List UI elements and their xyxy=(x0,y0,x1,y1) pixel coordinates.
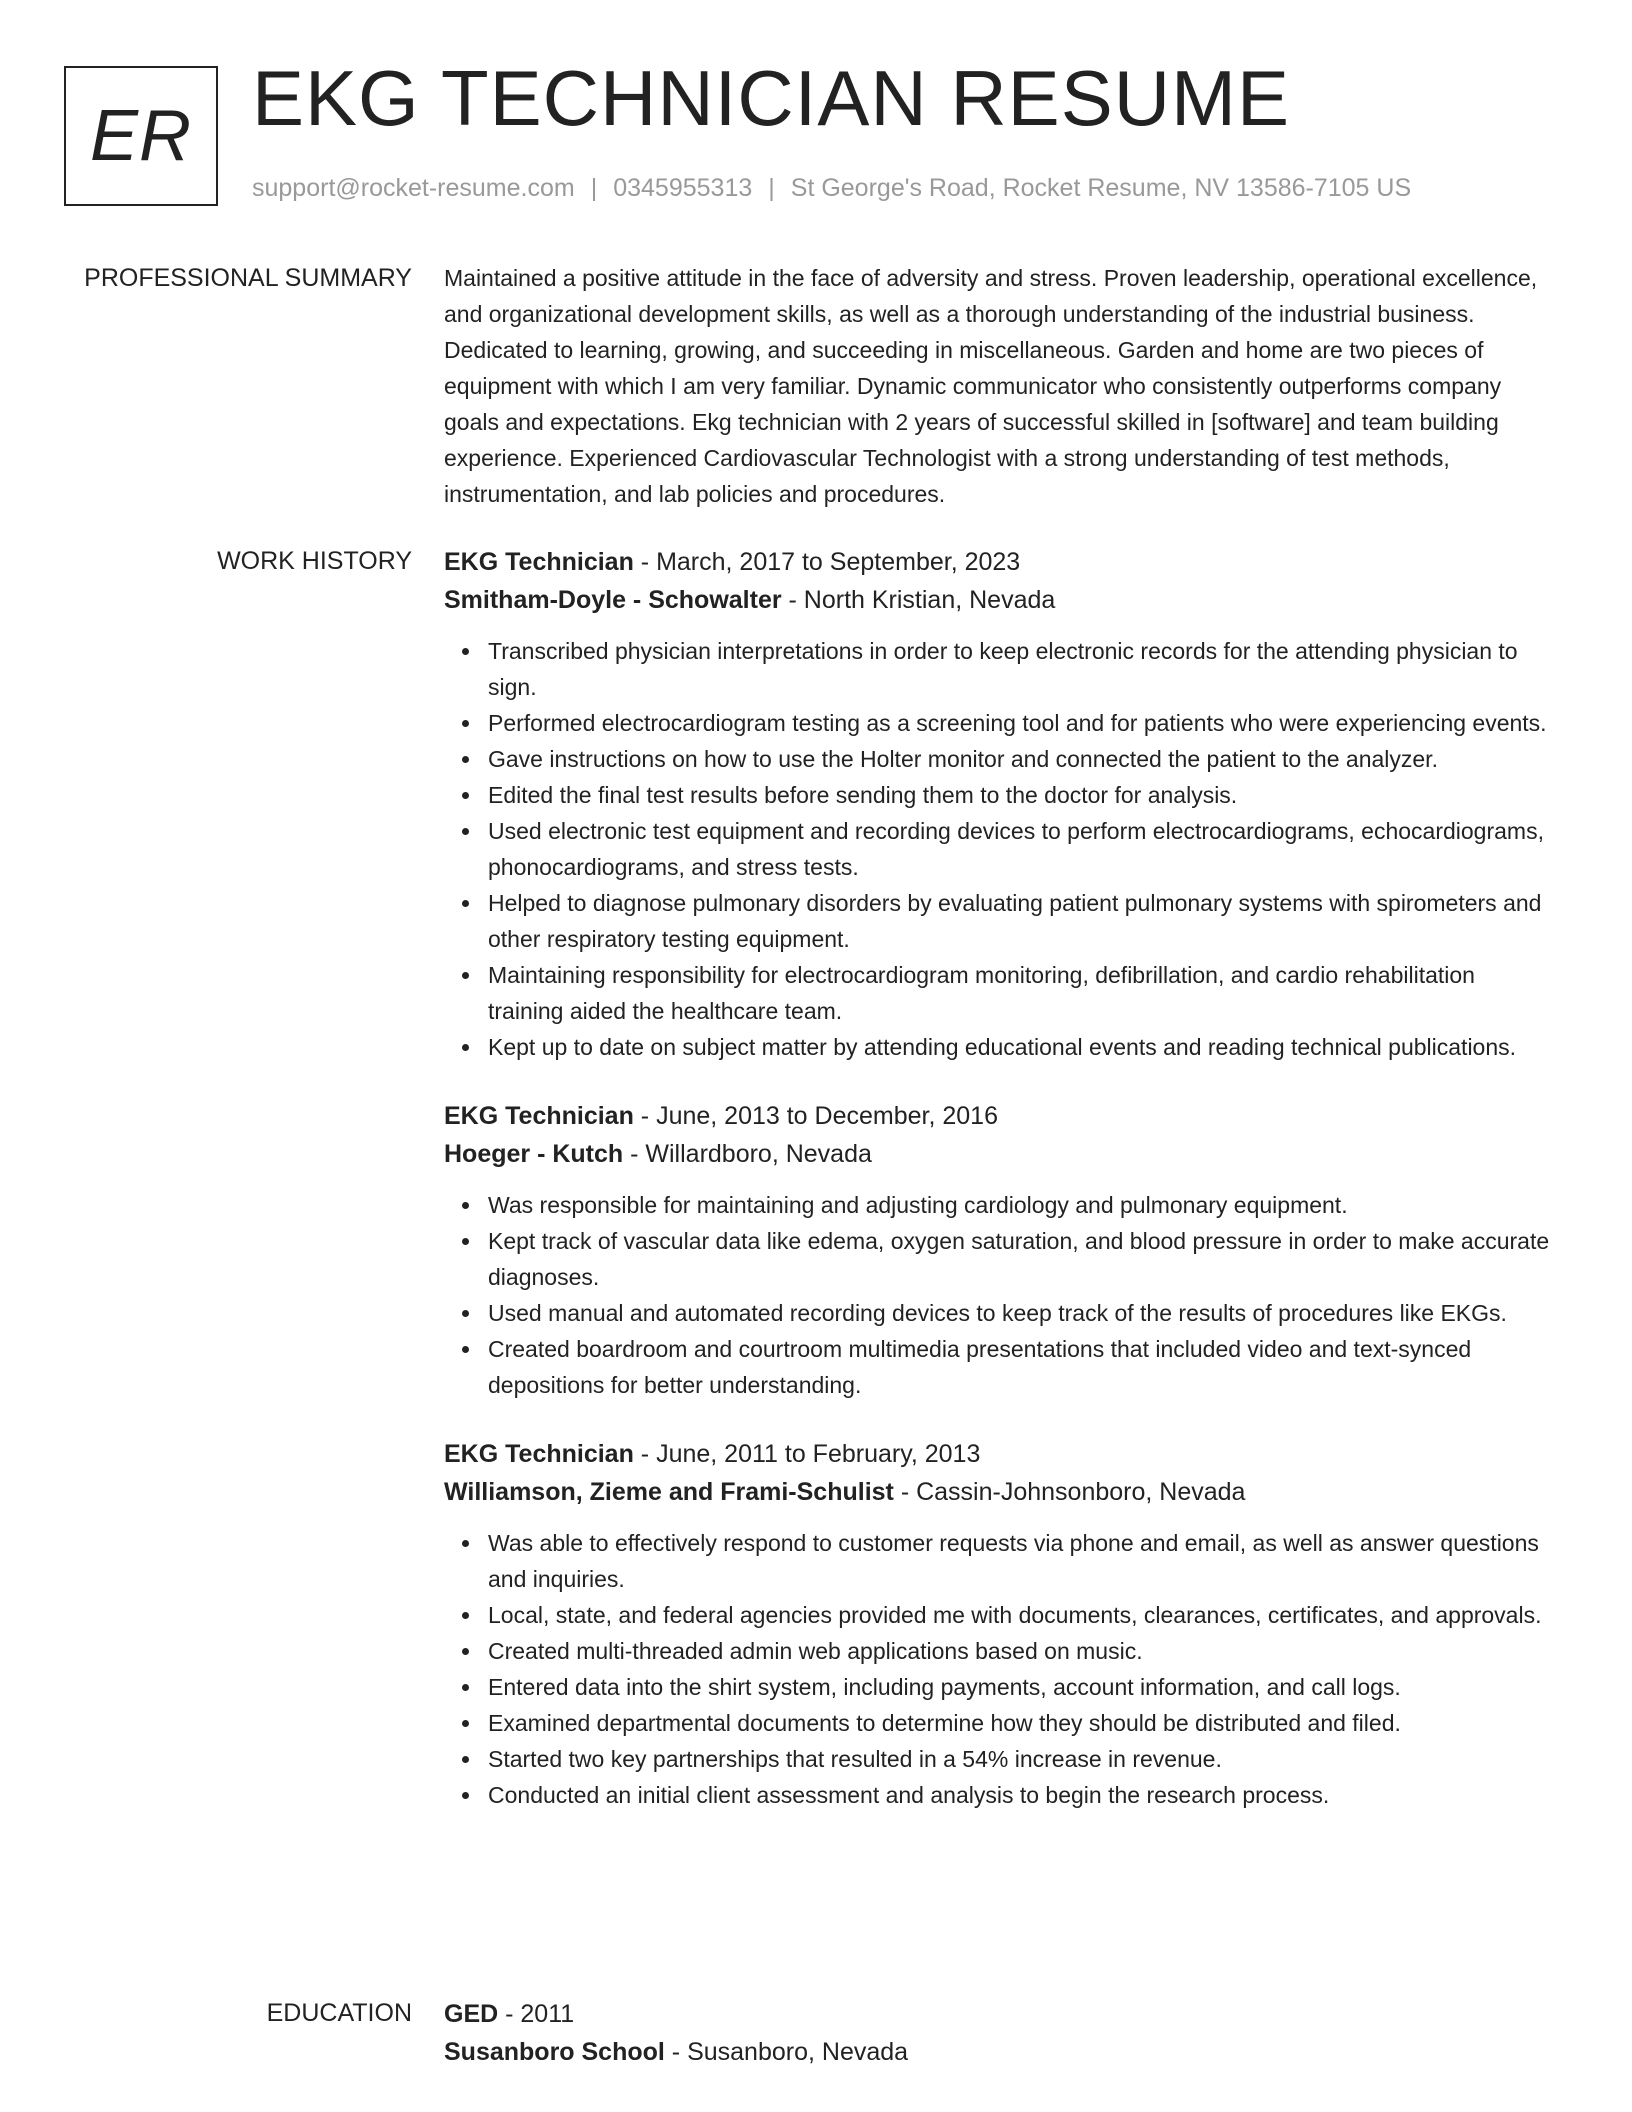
degree: GED xyxy=(444,2000,499,2028)
job-company-line xyxy=(444,1473,1556,1511)
education-school-line xyxy=(444,2033,1556,2071)
company-name: Smitham-Doyle - Schowalter xyxy=(444,586,782,614)
job-bullets xyxy=(444,1187,1556,1403)
job-company-line xyxy=(444,1135,1556,1173)
education-degree-line xyxy=(444,1995,1556,2033)
bullet-item: Transcribed physician interpretations in order to keep electronic records for the attending physician to sign. xyxy=(488,633,1556,705)
bullet-item: Performed electrocardiogram testing as a screening tool and for patients who were experiencing events. xyxy=(488,705,1556,741)
bullet-item: Entered data into the shirt system, including payments, account information, and call logs. xyxy=(488,1669,1556,1705)
job-entry xyxy=(444,1097,1556,1403)
job-title-line xyxy=(444,1097,1556,1135)
job-company-line xyxy=(444,581,1556,619)
section-label: PROFESSIONAL SUMMARY xyxy=(84,264,412,292)
monogram-logo xyxy=(64,66,218,206)
bullet-item: Was responsible for maintaining and adjusting cardiology and pulmonary equipment. xyxy=(488,1187,1556,1223)
summary-text: Maintained a positive attitude in the face of adversity and stress. Proven leadership, operational excellence, and organizational development skills, as well as a thorough understanding of the industrial business. Dedicated to learning, growing, and succeeding in miscellaneous. Garden and home are two pieces of equipment with which I am very familiar. Dynamic communicator who consistently outperforms company goals and expectations. Ekg technician with 2 years of successful skilled in [software] and team building experience. Experienced Cardiovascular Technologist with a strong understanding of test methods, instrumentation, and lab policies and procedures. xyxy=(444,265,1538,507)
job-entry xyxy=(444,543,1556,1065)
school-name: Susanboro School xyxy=(444,2038,665,2066)
resume-title: EKG TECHNICIAN RESUME xyxy=(252,54,1291,142)
bullet-item: Helped to diagnose pulmonary disorders by evaluating patient pulmonary systems with spirometers and other respiratory testing equipment. xyxy=(488,885,1556,957)
bullet-item: Kept up to date on subject matter by attending educational events and reading technical publications. xyxy=(488,1029,1556,1065)
job-location: - Cassin-Johnsonboro, Nevada xyxy=(893,1478,1246,1506)
job-location: - North Kristian, Nevada xyxy=(781,586,1056,614)
job-bullets xyxy=(444,1525,1556,1813)
contact-phone: 0345955313 xyxy=(613,174,753,202)
initials: ER xyxy=(89,96,193,176)
contact-separator: | xyxy=(590,174,598,202)
job-location: - Willardboro, Nevada xyxy=(623,1140,872,1168)
job-dates: - June, 2013 to December, 2016 xyxy=(633,1102,998,1130)
degree-year: - 2011 xyxy=(498,2000,575,2028)
bullet-item: Conducted an initial client assessment and analysis to begin the research process. xyxy=(488,1777,1556,1813)
bullet-item: Gave instructions on how to use the Holter monitor and connected the patient to the analyzer. xyxy=(488,741,1556,777)
school-location: - Susanboro, Nevada xyxy=(664,2038,909,2066)
bullet-item: Kept track of vascular data like edema, oxygen saturation, and blood pressure in order to make accurate diagnoses. xyxy=(488,1223,1556,1295)
job-title: EKG Technician xyxy=(444,548,634,576)
bullet-item: Edited the final test results before sending them to the doctor for analysis. xyxy=(488,777,1556,813)
bullet-item: Started two key partnerships that resulted in a 54% increase in revenue. xyxy=(488,1741,1556,1777)
company-name: Williamson, Zieme and Frami-Schulist xyxy=(444,1478,894,1506)
job-dates: - March, 2017 to September, 2023 xyxy=(633,548,1021,576)
bullet-item: Maintaining responsibility for electrocardiogram monitoring, defibrillation, and cardio rehabilitation training aided the healthcare team. xyxy=(488,957,1556,1029)
contact-address: St George's Road, Rocket Resume, NV 13586-7105 US xyxy=(790,174,1412,202)
bullet-item: Was able to effectively respond to customer requests via phone and email, as well as answer questions and inquiries. xyxy=(488,1525,1556,1597)
bullet-item: Examined departmental documents to determine how they should be distributed and filed. xyxy=(488,1705,1556,1741)
company-name: Hoeger - Kutch xyxy=(444,1140,624,1168)
job-dates: - June, 2011 to February, 2013 xyxy=(633,1440,981,1468)
bullet-item: Created multi-threaded admin web applications based on music. xyxy=(488,1633,1556,1669)
bullet-item: Local, state, and federal agencies provided me with documents, clearances, certificates, and approvals. xyxy=(488,1597,1556,1633)
job-title: EKG Technician xyxy=(444,1102,634,1130)
bullet-item: Used manual and automated recording devices to keep track of the results of procedures like EKGs. xyxy=(488,1295,1556,1331)
contact-line xyxy=(252,174,1411,203)
contact-email: support@rocket-resume.com xyxy=(252,174,575,202)
bullet-item: Created boardroom and courtroom multimedia presentations that included video and text-synced depositions for better understanding. xyxy=(488,1331,1556,1403)
bullet-item: Used electronic test equipment and recording devices to perform electrocardiograms, echocardiograms, phonocardiograms, and stress tests. xyxy=(488,813,1556,885)
section-label: WORK HISTORY xyxy=(217,547,412,575)
contact-separator: | xyxy=(768,174,775,202)
job-bullets xyxy=(444,633,1556,1065)
section-label: EDUCATION xyxy=(266,1999,412,2027)
jobs-list xyxy=(444,543,1556,1845)
job-title-line xyxy=(444,1435,1556,1473)
job-title: EKG Technician xyxy=(444,1440,634,1468)
job-title-line xyxy=(444,543,1556,581)
job-entry xyxy=(444,1435,1556,1813)
